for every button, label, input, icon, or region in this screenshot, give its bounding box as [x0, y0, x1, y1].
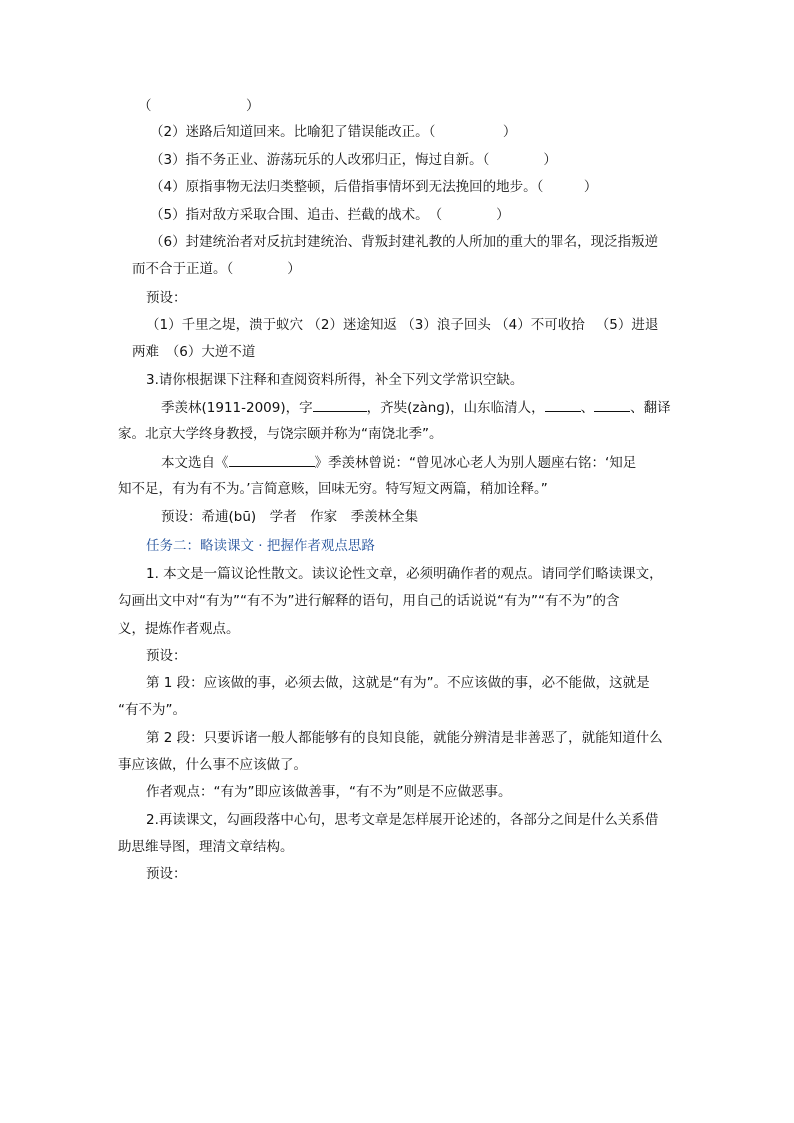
source-note-b: 》季羡林曾说：“曾见冰心老人为别人题座右铭：‘知足 [314, 455, 637, 471]
task-two-heading: 任务二：略读课文 · 把握作者观点思路 [146, 538, 375, 554]
preset-literary: 预设：希逋(bū) 学者 作家 季羡林全集 [161, 509, 419, 525]
preset-label: 预设： [146, 866, 187, 882]
task-two-q1-cont2: 义，提炼作者观点。 [118, 621, 240, 637]
task-two-q1: 1. 本文是一篇议论性散文。读议论性文章，必须明确作者的观点。请同学们略读课文， [146, 566, 663, 582]
literary-note-cont: 家。北京大学终身教授，与饶宗颐并称为“南饶北季”。 [118, 426, 443, 442]
para-2-explain-cont: 事应该做，什么事不应该做了。 [118, 757, 307, 773]
preset-answers: （1）千里之堤，溃于蚁穴 （2）迷途知返 （3）浪子回头 （4）不可收拾 （5）进退 [146, 317, 659, 333]
item-2: （2）迷路后知道回来。比喻犯了错误能改正。（ ） [150, 124, 517, 140]
item-4: （4）原指事物无法归类整顿，后借指事情坏到无法挽回的地步。（ ） [150, 179, 598, 195]
answer-blank-1: （ ） [138, 98, 260, 114]
item-5: （5）指对敌方采取合围、追击、拦截的战术。 （ ） [150, 207, 510, 223]
item-3: （3）指不务正业、游荡玩乐的人改邪归正，悔过自新。（ ） [150, 152, 557, 168]
question-3: 3.请你根据课下注释和查阅资料所得，补全下列文学常识空缺。 [146, 372, 524, 388]
fill-blank [545, 397, 581, 412]
para-2-explain: 第 2 段：只要诉诸一般人都能够有的良知良能，就能分辨清是非善恶了，就能知道什么 [146, 730, 663, 746]
source-note-cont: 知不足，有为有不为。’言简意赅，回味无穷。特写短文两篇，稍加诠释。” [118, 481, 548, 497]
fill-blank [313, 397, 367, 412]
literary-note-d: 、翻译 [630, 400, 671, 416]
para-1-explain-cont: “有不为”。 [118, 702, 186, 718]
task-two-q2: 2.再读课文，勾画段落中心句，思考文章是怎样展开论述的，各部分之间是什么关系借 [146, 812, 659, 828]
literary-note [161, 397, 671, 418]
author-viewpoint: 作者观点：“有为”即应该做善事，“有不为”则是不应做恶事。 [146, 784, 512, 800]
literary-note-a: 季羡林(1911-2009)，字 [161, 400, 313, 416]
source-note-a: 本文选自《 [161, 455, 229, 471]
para-1-explain: 第 1 段：应该做的事，必须去做，这就是“有为”。不应该做的事，必不能做，这就是 [146, 675, 650, 691]
task-two-q2-cont: 助思维导图，理清文章结构。 [118, 839, 294, 855]
item-6: （6）封建统治者对反抗封建统治、背叛封建礼教的人所加的重大的罪名，现泛指叛逆 [150, 234, 659, 250]
preset-label: 预设： [146, 290, 187, 306]
fill-blank [594, 397, 630, 412]
source-note [161, 452, 636, 473]
preset-answers-cont: 两难 （6）大逆不道 [132, 344, 256, 360]
literary-note-c: 、 [580, 400, 595, 416]
literary-note-b: ，齐奘(zànɡ)，山东临清人， [366, 400, 545, 416]
task-two-q1-cont: 勾画出文中对“有为”“有不为”进行解释的语句，用自己的话说说“有为”“有不为”的含 [118, 593, 620, 609]
fill-blank [229, 452, 315, 467]
item-6-cont: 而不合于正道。（ ） [132, 261, 301, 277]
preset-label: 预设： [146, 648, 187, 664]
